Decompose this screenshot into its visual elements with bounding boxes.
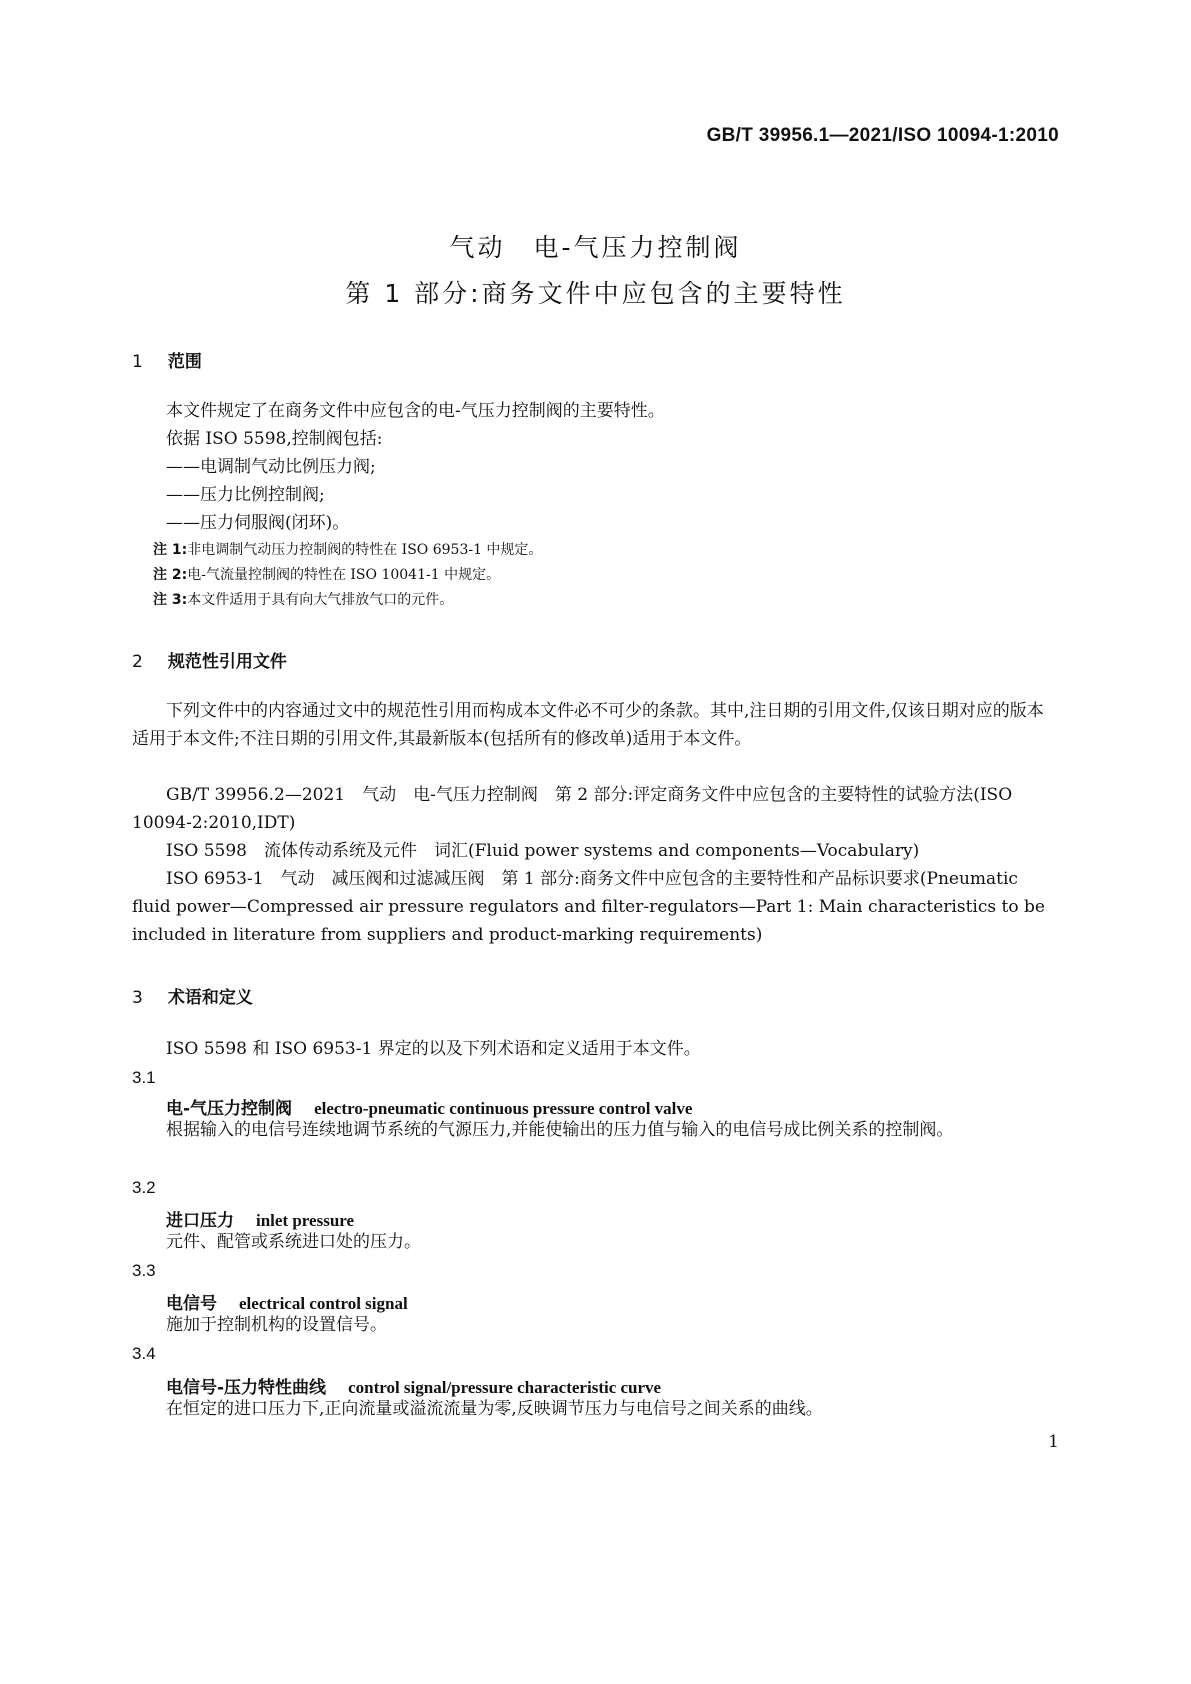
list-item: ——电调制气动比例压力阀; [166, 457, 376, 477]
section-number: 1 [132, 352, 143, 372]
term-title: 进口压力 inlet pressure [166, 1211, 355, 1231]
term-number: 3.1 [132, 1068, 156, 1087]
scope-intro: 本文件规定了在商务文件中应包含的电-气压力控制阀的主要特性。 [166, 401, 665, 421]
terms-intro: ISO 5598 和 ISO 6953-1 界定的以及下列术语和定义适用于本文件。 [166, 1039, 701, 1059]
note: 注 1:非电调制气动压力控制阀的特性在 ISO 6953-1 中规定。 [153, 542, 543, 558]
list-item: ——压力伺服阀(闭环)。 [166, 513, 350, 533]
term-number: 3.4 [132, 1344, 156, 1363]
term-title: 电-气压力控制阀 electro-pneumatic continuous pressure control valve [166, 1099, 693, 1119]
reference-entry: ISO 6953-1 气动 减压阀和过滤减压阀 第 1 部分:商务文件中应包含的主要特性和产品标识要求(Pneumatic fluid power—Compressed air pressure regulators and filter-regulators—Part 1: Main characteristics to be included in literature from suppliers and product-marking requirements) [132, 869, 1045, 945]
section-title: 术语和定义 [167, 988, 253, 1008]
list-item: ——压力比例控制阀; [166, 485, 325, 505]
references-intro: 下列文件中的内容通过文中的规范性引用而构成本文件必不可少的条款。其中,注日期的引用文件,仅该日期对应的版本适用于本文件;不注日期的引用文件,其最新版本(包括所有的修改单)适用于本文件。 [132, 701, 1044, 749]
reference-entry: GB/T 39956.2—2021 气动 电-气压力控制阀 第 2 部分:评定商务文件中应包含的主要特性的试验方法(ISO 10094-2:2010,IDT) [132, 785, 1013, 833]
term-definition: 在恒定的进口压力下,正向流量或溢流流量为零,反映调节压力与电信号之间关系的曲线。 [166, 1399, 823, 1419]
term-number: 3.3 [132, 1261, 156, 1280]
standard-number: GB/T 39956.1—2021/ISO 10094-1:2010 [706, 125, 1059, 146]
term-definition: 根据输入的电信号连续地调节系统的气源压力,并能使输出的压力值与输入的电信号成比例关系的控制阀。 [166, 1120, 954, 1140]
term-definition: 施加于控制机构的设置信号。 [166, 1315, 387, 1335]
page-number: 1 [1048, 1432, 1059, 1452]
term-definition: 元件、配管或系统进口处的压力。 [166, 1232, 421, 1252]
reference-entry: ISO 5598 流体传动系统及元件 词汇(Fluid power systems and components—Vocabulary) [166, 841, 920, 861]
note: 注 2:电-气流量控制阀的特性在 ISO 10041-1 中规定。 [153, 567, 501, 583]
section-3-heading [132, 983, 253, 1008]
term-title: 电信号 electrical control signal [166, 1294, 408, 1314]
term-title: 电信号-压力特性曲线 control signal/pressure characteristic curve [166, 1378, 662, 1398]
section-number: 2 [132, 652, 143, 672]
note: 注 3:本文件适用于具有向大气排放气口的元件。 [153, 592, 454, 608]
term-number: 3.2 [132, 1178, 156, 1197]
section-2-heading [132, 647, 287, 672]
section-number: 3 [132, 988, 143, 1008]
section-title: 规范性引用文件 [167, 652, 287, 672]
title-line-2: 第 1 部分:商务文件中应包含的主要特性 [345, 279, 846, 308]
section-title: 范围 [167, 352, 202, 372]
section-1-heading [132, 347, 202, 372]
scope-basis: 依据 ISO 5598,控制阀包括: [166, 429, 383, 449]
title-line-1: 气动 电-气压力控制阀 [449, 233, 742, 262]
